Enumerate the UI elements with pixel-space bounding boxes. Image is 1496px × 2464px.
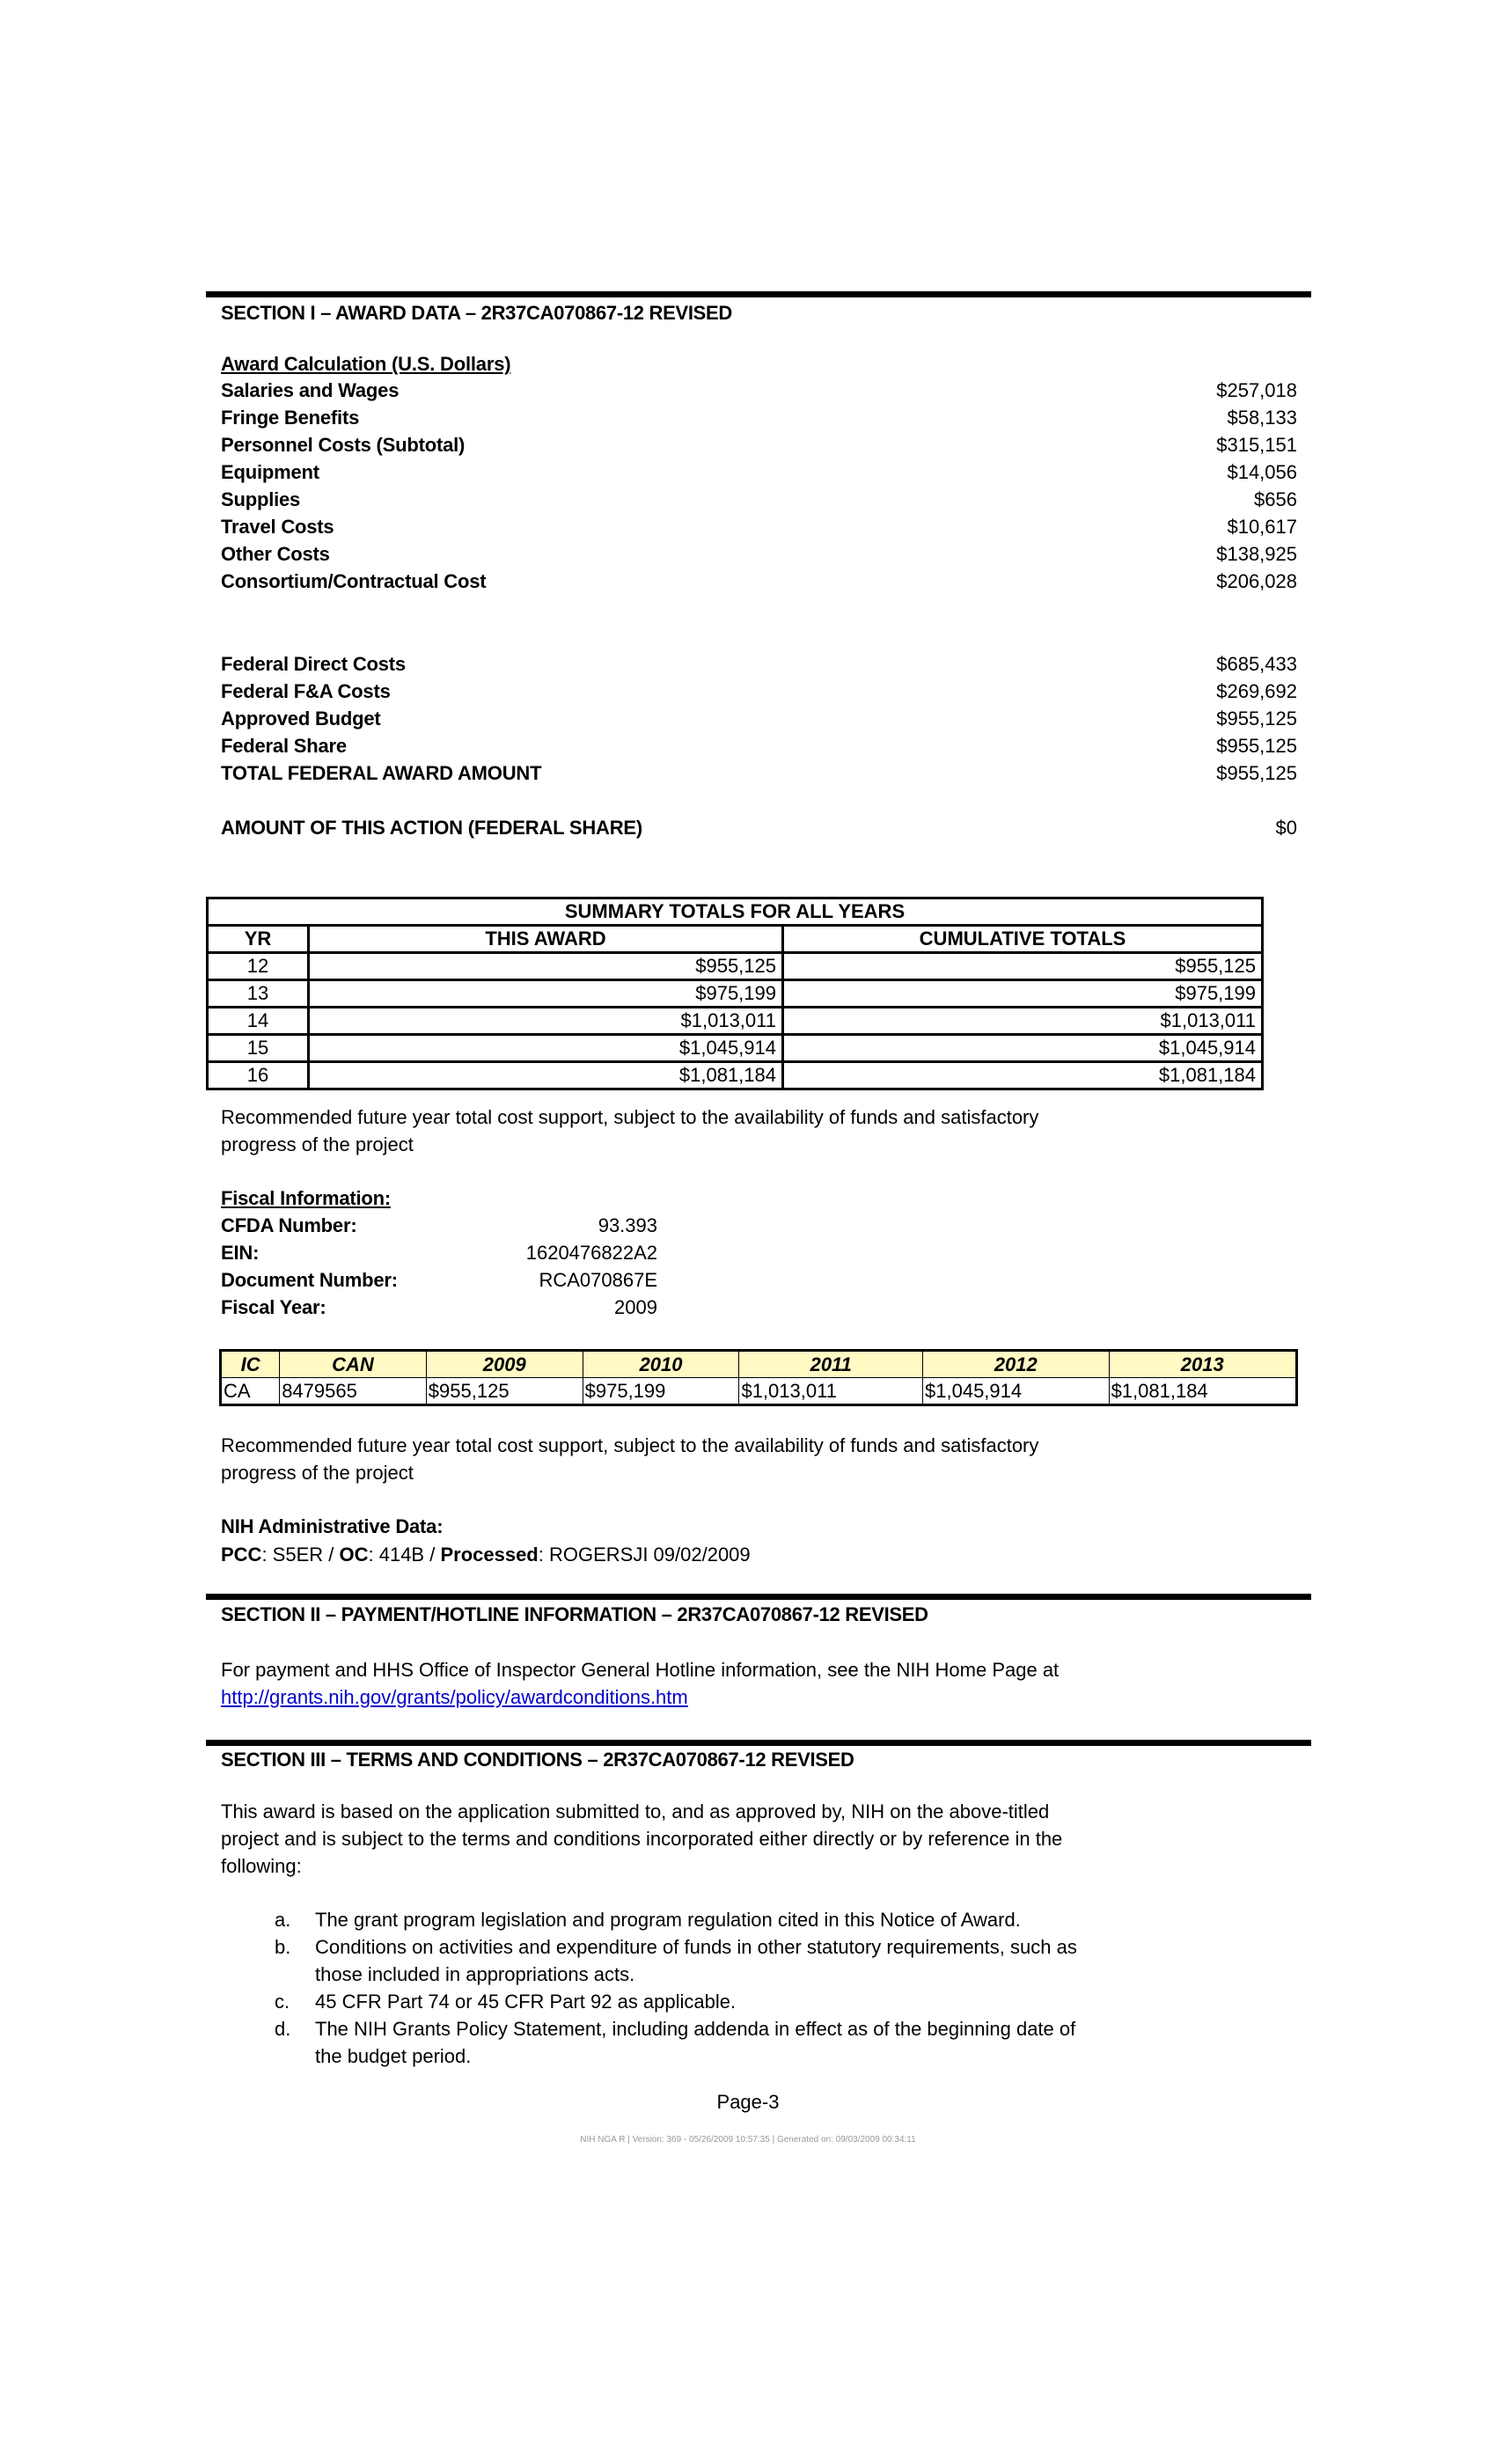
admin-data-line	[221, 1541, 751, 1568]
cost-value: $58,133	[1227, 407, 1297, 429]
cost-value: $257,018	[1216, 379, 1297, 401]
action-amount-value: $0	[1275, 817, 1297, 839]
federal-label: Federal F&A Costs	[221, 680, 391, 702]
action-amount-label: AMOUNT OF THIS ACTION (FEDERAL SHARE)	[221, 817, 643, 839]
list-marker: d.	[275, 2018, 291, 2040]
recommended-note-line1: Recommended future year total cost support, subject to the availability of funds and satisfactory	[221, 1106, 1039, 1128]
cost-label: Equipment	[221, 461, 319, 483]
cost-value: $14,056	[1227, 461, 1297, 483]
fiscal-label: Fiscal Year:	[221, 1296, 326, 1318]
federal-label: TOTAL FEDERAL AWARD AMOUNT	[221, 762, 542, 784]
col-header-2011: 2011	[739, 1351, 923, 1378]
list-text: those included in appropriations acts.	[315, 1963, 635, 1985]
section3-intro-line3: following:	[221, 1855, 302, 1877]
award-conditions-link[interactable]: http://grants.nih.gov/grants/policy/awardconditions.htm	[221, 1686, 688, 1708]
cost-label: Travel Costs	[221, 516, 334, 538]
summary-table-title: SUMMARY TOTALS FOR ALL YEARS	[208, 898, 1263, 926]
list-text: Conditions on activities and expenditure of funds in other statutory requirements, such as	[315, 1936, 1077, 1958]
section1-rule	[206, 291, 1311, 297]
yr-cell: 14	[208, 1008, 309, 1035]
federal-value: $955,125	[1216, 708, 1297, 730]
list-marker: a.	[275, 1909, 291, 1931]
summary-totals-table	[206, 897, 1264, 1090]
fiscal-label: CFDA Number:	[221, 1214, 357, 1236]
cost-label: Consortium/Contractual Cost	[221, 570, 487, 592]
this-award-cell: $1,013,011	[309, 1008, 783, 1035]
oc-label: OC	[339, 1544, 369, 1566]
cost-label: Fringe Benefits	[221, 407, 360, 429]
award-calc-heading: Award Calculation (U.S. Dollars)	[221, 353, 511, 375]
federal-label: Federal Direct Costs	[221, 653, 406, 675]
col-header-2013: 2013	[1109, 1351, 1296, 1378]
recommended-note2-line1: Recommended future year total cost support, subject to the availability of funds and satisfactory	[221, 1434, 1039, 1456]
federal-value: $685,433	[1216, 653, 1297, 675]
col-header-yr: YR	[208, 926, 309, 953]
this-award-cell: $975,199	[309, 980, 783, 1008]
cumulative-cell: $1,081,184	[783, 1062, 1263, 1089]
fiscal-value: RCA070867E	[539, 1269, 657, 1291]
yr-cell: 15	[208, 1035, 309, 1062]
can-cell: 8479565	[280, 1378, 427, 1405]
yr-cell: 13	[208, 980, 309, 1008]
section1-title: SECTION I – AWARD DATA – 2R37CA070867-12 REVISED	[221, 302, 733, 324]
cumulative-cell: $955,125	[783, 953, 1263, 980]
fiscal-label: EIN:	[221, 1242, 260, 1264]
year-amount-cell: $955,125	[426, 1378, 583, 1405]
page-number: Page-3	[716, 2091, 780, 2113]
fiscal-value: 1620476822A2	[525, 1242, 657, 1264]
oc-value: : 414B /	[368, 1544, 441, 1566]
federal-value: $955,125	[1216, 762, 1297, 784]
list-text: 45 CFR Part 74 or 45 CFR Part 92 as applicable.	[315, 1991, 737, 2013]
cost-value: $10,617	[1227, 516, 1297, 538]
yr-cell: 16	[208, 1062, 309, 1089]
cumulative-cell: $1,045,914	[783, 1035, 1263, 1062]
processed-label: Processed	[440, 1544, 539, 1566]
year-amount-cell: $975,199	[583, 1378, 739, 1405]
list-marker: b.	[275, 1936, 291, 1958]
recommended-note2-line2: progress of the project	[221, 1462, 414, 1484]
year-amount-cell: $1,045,914	[923, 1378, 1110, 1405]
cost-value: $315,151	[1216, 434, 1297, 456]
col-header-2009: 2009	[426, 1351, 583, 1378]
pcc-label: PCC	[221, 1544, 262, 1566]
list-text: The NIH Grants Policy Statement, including addenda in effect as of the beginning date of	[315, 2018, 1076, 2040]
federal-value: $955,125	[1216, 735, 1297, 757]
this-award-cell: $1,081,184	[309, 1062, 783, 1089]
year-amount-cell: $1,013,011	[739, 1378, 923, 1405]
recommended-note-line2: progress of the project	[221, 1133, 414, 1155]
table-row	[221, 1378, 1297, 1405]
list-marker: c.	[275, 1991, 290, 2013]
section3-intro-line2: project and is subject to the terms and conditions incorporated either directly or by reference in the	[221, 1828, 1063, 1850]
section3-intro-line1: This award is based on the application submitted to, and as approved by, NIH on the above-titled	[221, 1800, 1050, 1822]
table-row	[208, 1008, 1263, 1035]
table-row	[208, 953, 1263, 980]
admin-heading: NIH Administrative Data:	[221, 1515, 444, 1537]
ic-can-table	[219, 1349, 1298, 1406]
table-row	[208, 980, 1263, 1008]
cost-label: Personnel Costs (Subtotal)	[221, 434, 466, 456]
federal-value: $269,692	[1216, 680, 1297, 702]
this-award-cell: $1,045,914	[309, 1035, 783, 1062]
fiscal-label: Document Number:	[221, 1269, 398, 1291]
cost-label: Other Costs	[221, 543, 330, 565]
section2-text: For payment and HHS Office of Inspector General Hotline information, see the NIH Home Page at	[221, 1659, 1060, 1681]
footer-version-info: NIH NGA R | Version: 369 - 05/26/2009 10:57:35 | Generated on: 09/03/2009 00:34:11	[580, 2135, 916, 2145]
col-header-this-award: THIS AWARD	[309, 926, 783, 953]
fiscal-value: 93.393	[598, 1214, 657, 1236]
col-header-2010: 2010	[583, 1351, 739, 1378]
pcc-value: : S5ER /	[261, 1544, 340, 1566]
cost-label: Supplies	[221, 488, 301, 510]
cost-label: Salaries and Wages	[221, 379, 400, 401]
cost-value: $656	[1254, 488, 1297, 510]
federal-label: Federal Share	[221, 735, 347, 757]
table-row	[208, 1035, 1263, 1062]
this-award-cell: $955,125	[309, 953, 783, 980]
section3-rule	[206, 1740, 1311, 1746]
federal-label: Approved Budget	[221, 708, 381, 730]
section2-title: SECTION II – PAYMENT/HOTLINE INFORMATION – 2R37CA070867-12 REVISED	[221, 1603, 928, 1625]
cost-value: $138,925	[1216, 543, 1297, 565]
yr-cell: 12	[208, 953, 309, 980]
cumulative-cell: $975,199	[783, 980, 1263, 1008]
list-text: The grant program legislation and program regulation cited in this Notice of Award.	[315, 1909, 1021, 1931]
processed-value: : ROGERSJI 09/02/2009	[538, 1544, 751, 1566]
list-text: the budget period.	[315, 2045, 472, 2067]
cost-value: $206,028	[1216, 570, 1297, 592]
col-header-cumulative: CUMULATIVE TOTALS	[783, 926, 1263, 953]
section2-rule	[206, 1594, 1311, 1600]
year-amount-cell: $1,081,184	[1109, 1378, 1296, 1405]
fiscal-heading: Fiscal Information:	[221, 1187, 391, 1209]
col-header-ic: IC	[221, 1351, 280, 1378]
section3-title: SECTION III – TERMS AND CONDITIONS – 2R37CA070867-12 REVISED	[221, 1749, 854, 1771]
cumulative-cell: $1,013,011	[783, 1008, 1263, 1035]
table-row	[208, 1062, 1263, 1089]
col-header-can: CAN	[280, 1351, 427, 1378]
col-header-2012: 2012	[923, 1351, 1110, 1378]
ic-cell: CA	[221, 1378, 280, 1405]
fiscal-value: 2009	[614, 1296, 657, 1318]
